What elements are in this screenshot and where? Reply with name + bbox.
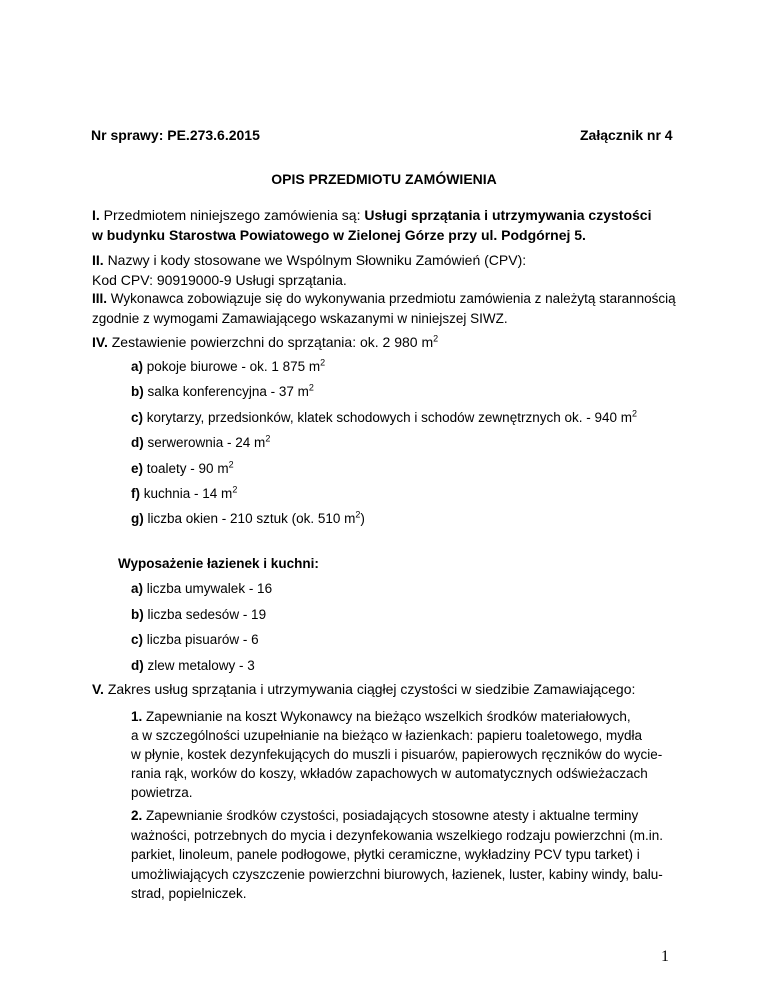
point-line: strad, popielniczek. [131, 886, 247, 901]
point-line: w płynie, kostek dezynfekujących do muszli i pisuarów, papierowych ręczników do wycie- [131, 747, 663, 762]
area-item-g [131, 511, 365, 526]
section-1-number: I. [92, 207, 100, 223]
section-3-line-1 [92, 289, 712, 309]
area-item-d [131, 435, 270, 450]
area-item-sup: 2 [228, 459, 234, 470]
area-item-sup: 2 [632, 408, 638, 419]
area-item-after: ) [360, 511, 365, 526]
area-item-e [131, 461, 234, 476]
point-line: ważności, potrzebnych do mycia i dezynfekowania wszelkiego rodzaju powierzchni (m.in. [131, 827, 663, 843]
section-5-text: Zakres usług sprzątania i utrzymywania ciągłej czystości w siedzibie Zamawiającego: [107, 681, 636, 697]
equipment-item-label: b) [131, 607, 144, 622]
point-line [131, 806, 691, 826]
area-item-label: c) [131, 410, 144, 425]
point-number: 1. [131, 709, 143, 724]
section-2-number: II. [92, 252, 104, 268]
section-2-text: Nazwy i kody stosowane we Wspólnym Słowniku Zamówień (CPV): [107, 252, 527, 268]
equipment-item-label: d) [131, 658, 144, 673]
section-4 [92, 334, 438, 350]
area-item-label: g) [131, 511, 144, 526]
equipment-item-label: c) [131, 632, 144, 647]
equipment-item-text: liczba umywalek - 16 [146, 581, 273, 596]
area-item-text: salka konferencyjna - 37 m [147, 384, 309, 399]
equipment-item-d [131, 658, 255, 673]
point-number: 2. [131, 808, 143, 823]
area-item-f [131, 486, 237, 501]
point-line: powietrza. [131, 785, 193, 800]
point-line [131, 707, 691, 726]
section-2 [92, 250, 692, 290]
section-5-point-1 [131, 707, 691, 802]
section-4-number: IV. [92, 334, 108, 350]
equipment-item-a [131, 581, 272, 596]
section-3-line-2: zgodnie z wymogami Zamawiającego wskazanymi w niniejszej SIWZ. [92, 311, 508, 326]
area-item-text: toalety - 90 m [146, 461, 229, 476]
area-item-text: serwerownia - 24 m [147, 435, 266, 450]
area-item-text: korytarzy, przedsionków, klatek schodowych i schodów zewnętrznych ok. - 940 m [146, 410, 632, 425]
area-item-sup: 2 [308, 382, 314, 393]
equipment-heading: Wyposażenie łazienek i kuchni: [118, 556, 319, 571]
area-item-sup: 2 [232, 484, 238, 495]
area-item-a [131, 359, 325, 374]
section-4-sup: 2 [433, 333, 439, 344]
equipment-item-text: liczba sedesów - 19 [147, 607, 267, 622]
point-line: a w szczególności uzupełnianie na bieżąco w łazienkach: papieru toaletowego, mydła [131, 728, 643, 743]
area-item-text: pokoje biurowe - ok. 1 875 m [146, 359, 321, 374]
point-line: parkiet, linoleum, panele podłogowe, płytki ceramiczne, wykładziny PCV typu tarket) i [131, 847, 640, 862]
attachment-label: Załącznik nr 4 [580, 127, 673, 143]
point-line: umożliwiających czyszczenie powierzchni biurowych, łazienek, luster, kabiny windy, balu- [131, 866, 663, 882]
equipment-item-label: a) [131, 581, 144, 596]
section-5 [92, 681, 635, 697]
section-1-bold-line-2: w budynku Starostwa Powiatowego w Zielonej Górze przy ul. Podgórnej 5. [92, 227, 586, 243]
area-item-label: e) [131, 461, 144, 476]
equipment-item-b [131, 607, 266, 622]
equipment-item-text: liczba pisuarów - 6 [146, 632, 259, 647]
area-item-b [131, 384, 314, 399]
section-1-bold-line-1: Usługi sprzątania i utrzymywania czystości [364, 207, 652, 223]
area-item-label: b) [131, 384, 144, 399]
point-line: rania rąk, worków do koszy, wkładów zapachowych w automatycznych odświeżaczach [131, 766, 648, 781]
equipment-item-text: zlew metalowy - 3 [147, 658, 255, 673]
section-1-line-1 [92, 205, 678, 225]
area-item-sup: 2 [265, 433, 271, 444]
section-5-point-2 [131, 806, 691, 904]
page-title: OPIS PRZEDMIOTU ZAMÓWIENIA [271, 171, 497, 187]
area-item-text: kuchnia - 14 m [143, 486, 233, 501]
point-text: Zapewnianie środków czystości, posiadających stosowne atesty i aktualne terminy [146, 808, 639, 823]
section-3-text: Wykonawca zobowiązuje się do wykonywania przedmiotu zamówienia z należytą starannością [110, 291, 676, 306]
area-item-sup: 2 [320, 357, 326, 368]
section-2-line-2: Kod CPV: 90919000-9 Usługi sprzątania. [92, 272, 347, 288]
section-3 [92, 289, 712, 329]
area-item-sup: 2 [355, 509, 361, 520]
area-item-label: f) [131, 486, 140, 501]
section-1 [92, 205, 678, 245]
equipment-item-c [131, 632, 259, 647]
section-4-text: Zestawienie powierzchni do sprzątania: ok. 2 980 m [111, 334, 434, 350]
area-item-label: a) [131, 359, 144, 374]
section-2-line-1 [92, 250, 692, 270]
section-1-lead: Przedmiotem niniejszego zamówienia są: [103, 207, 361, 223]
area-item-text: liczba okien - 210 sztuk (ok. 510 m [147, 511, 356, 526]
section-5-number: V. [92, 681, 104, 697]
area-item-label: d) [131, 435, 144, 450]
area-item-c [131, 410, 637, 425]
page-number: 1 [661, 948, 669, 965]
case-number: Nr sprawy: PE.273.6.2015 [91, 127, 260, 143]
section-3-number: III. [92, 291, 108, 306]
point-text: Zapewnianie na koszt Wykonawcy na bieżąco wszelkich środków materiałowych, [146, 709, 631, 724]
